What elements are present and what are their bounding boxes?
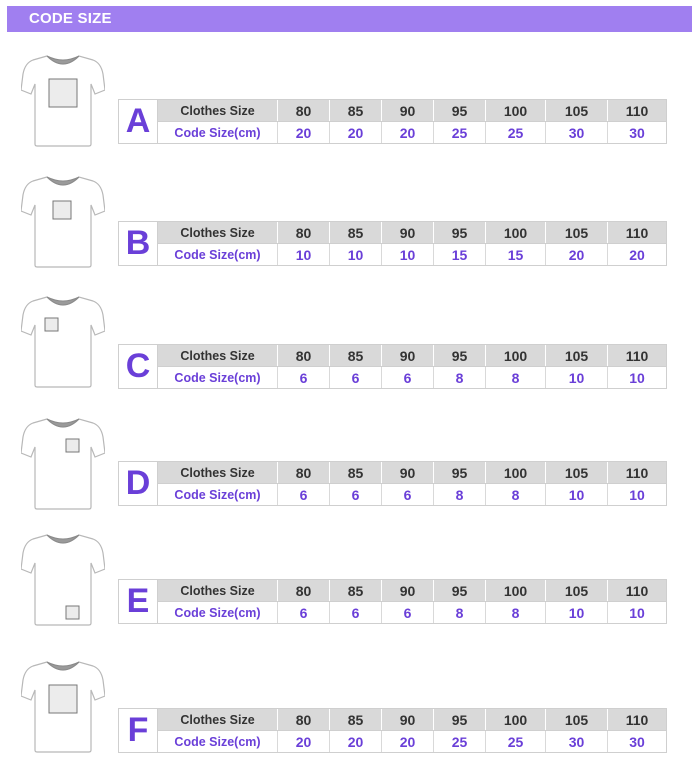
clothes-size-cell: 90 bbox=[382, 100, 434, 121]
clothes-size-cell: 95 bbox=[434, 222, 486, 243]
code-size-cell: 6 bbox=[330, 484, 382, 505]
tshirt-print-large-center-icon bbox=[21, 52, 105, 148]
code-size-cell: 25 bbox=[486, 122, 546, 143]
code-size-row bbox=[158, 602, 666, 623]
clothes-size-cell: 105 bbox=[546, 100, 608, 121]
section-letter: A bbox=[119, 100, 158, 143]
code-size-cell: 8 bbox=[434, 602, 486, 623]
clothes-size-label: Clothes Size bbox=[158, 709, 278, 730]
clothes-size-cell: 80 bbox=[278, 222, 330, 243]
header-bar bbox=[7, 6, 692, 32]
code-size-cell: 10 bbox=[608, 367, 666, 388]
clothes-size-label: Clothes Size bbox=[158, 100, 278, 121]
clothes-size-cell: 105 bbox=[546, 345, 608, 366]
clothes-size-cell: 95 bbox=[434, 100, 486, 121]
section-letter: B bbox=[119, 222, 158, 265]
code-size-cell: 8 bbox=[434, 484, 486, 505]
clothes-size-cell: 110 bbox=[608, 709, 666, 730]
code-size-cell: 10 bbox=[608, 484, 666, 505]
clothes-size-row bbox=[158, 222, 666, 243]
code-size-cell: 30 bbox=[608, 731, 666, 752]
code-size-cell: 20 bbox=[278, 731, 330, 752]
code-size-cell: 15 bbox=[486, 244, 546, 265]
clothes-size-cell: 100 bbox=[486, 222, 546, 243]
clothes-size-row bbox=[158, 100, 666, 121]
tshirt-print-large-center-icon bbox=[21, 658, 105, 754]
clothes-size-cell: 80 bbox=[278, 462, 330, 483]
tshirt-print-medium-center-icon bbox=[21, 173, 105, 269]
code-size-cell: 30 bbox=[546, 122, 608, 143]
code-size-cell: 6 bbox=[382, 484, 434, 505]
code-size-cell: 30 bbox=[546, 731, 608, 752]
code-size-row bbox=[158, 244, 666, 265]
clothes-size-cell: 85 bbox=[330, 709, 382, 730]
tshirt-print-small-bottom-right-icon bbox=[21, 531, 105, 627]
clothes-size-label: Clothes Size bbox=[158, 222, 278, 243]
clothes-size-cell: 90 bbox=[382, 345, 434, 366]
page-title: CODE SIZE bbox=[29, 10, 112, 27]
size-table-b bbox=[118, 221, 667, 266]
clothes-size-cell: 100 bbox=[486, 100, 546, 121]
code-size-label: Code Size(cm) bbox=[158, 122, 278, 143]
clothes-size-cell: 85 bbox=[330, 462, 382, 483]
clothes-size-cell: 110 bbox=[608, 222, 666, 243]
clothes-size-cell: 90 bbox=[382, 462, 434, 483]
clothes-size-cell: 95 bbox=[434, 345, 486, 366]
clothes-size-cell: 105 bbox=[546, 580, 608, 601]
clothes-size-cell: 110 bbox=[608, 580, 666, 601]
code-size-cell: 8 bbox=[486, 602, 546, 623]
code-size-cell: 6 bbox=[278, 367, 330, 388]
section-letter: F bbox=[119, 709, 158, 752]
clothes-size-cell: 105 bbox=[546, 222, 608, 243]
code-size-cell: 6 bbox=[330, 367, 382, 388]
code-size-cell: 20 bbox=[546, 244, 608, 265]
clothes-size-cell: 100 bbox=[486, 462, 546, 483]
code-size-cell: 20 bbox=[330, 122, 382, 143]
code-size-label: Code Size(cm) bbox=[158, 731, 278, 752]
size-table-a bbox=[118, 99, 667, 144]
clothes-size-cell: 80 bbox=[278, 580, 330, 601]
clothes-size-cell: 110 bbox=[608, 462, 666, 483]
code-size-cell: 8 bbox=[434, 367, 486, 388]
clothes-size-cell: 95 bbox=[434, 709, 486, 730]
clothes-size-row bbox=[158, 345, 666, 366]
code-size-cell: 10 bbox=[278, 244, 330, 265]
code-size-label: Code Size(cm) bbox=[158, 367, 278, 388]
clothes-size-cell: 110 bbox=[608, 100, 666, 121]
code-size-cell: 6 bbox=[278, 602, 330, 623]
code-size-cell: 15 bbox=[434, 244, 486, 265]
code-size-cell: 10 bbox=[546, 602, 608, 623]
clothes-size-row bbox=[158, 580, 666, 601]
code-size-cell: 25 bbox=[434, 122, 486, 143]
clothes-size-cell: 80 bbox=[278, 100, 330, 121]
clothes-size-cell: 105 bbox=[546, 462, 608, 483]
code-size-cell: 10 bbox=[546, 484, 608, 505]
code-size-row bbox=[158, 367, 666, 388]
clothes-size-label: Clothes Size bbox=[158, 345, 278, 366]
clothes-size-cell: 90 bbox=[382, 580, 434, 601]
code-size-cell: 10 bbox=[330, 244, 382, 265]
clothes-size-label: Clothes Size bbox=[158, 580, 278, 601]
clothes-size-cell: 110 bbox=[608, 345, 666, 366]
clothes-size-cell: 90 bbox=[382, 222, 434, 243]
clothes-size-row bbox=[158, 709, 666, 730]
code-size-cell: 6 bbox=[330, 602, 382, 623]
clothes-size-cell: 95 bbox=[434, 580, 486, 601]
clothes-size-cell: 80 bbox=[278, 709, 330, 730]
code-size-label: Code Size(cm) bbox=[158, 244, 278, 265]
code-size-cell: 8 bbox=[486, 484, 546, 505]
size-table-d bbox=[118, 461, 667, 506]
clothes-size-cell: 85 bbox=[330, 222, 382, 243]
clothes-size-cell: 85 bbox=[330, 580, 382, 601]
code-size-label: Code Size(cm) bbox=[158, 602, 278, 623]
section-letter: C bbox=[119, 345, 158, 388]
clothes-size-cell: 85 bbox=[330, 100, 382, 121]
clothes-size-cell: 90 bbox=[382, 709, 434, 730]
clothes-size-label: Clothes Size bbox=[158, 462, 278, 483]
code-size-row bbox=[158, 484, 666, 505]
clothes-size-cell: 80 bbox=[278, 345, 330, 366]
code-size-cell: 25 bbox=[486, 731, 546, 752]
size-table-e bbox=[118, 579, 667, 624]
clothes-size-cell: 95 bbox=[434, 462, 486, 483]
clothes-size-cell: 105 bbox=[546, 709, 608, 730]
code-size-cell: 20 bbox=[330, 731, 382, 752]
code-size-cell: 20 bbox=[382, 731, 434, 752]
clothes-size-cell: 100 bbox=[486, 345, 546, 366]
size-table-c bbox=[118, 344, 667, 389]
section-letter: E bbox=[119, 580, 158, 623]
clothes-size-cell: 100 bbox=[486, 709, 546, 730]
code-size-cell: 6 bbox=[382, 367, 434, 388]
code-size-cell: 10 bbox=[382, 244, 434, 265]
code-size-cell: 8 bbox=[486, 367, 546, 388]
code-size-row bbox=[158, 731, 666, 752]
tshirt-print-small-left-chest-icon bbox=[21, 293, 105, 389]
code-size-cell: 20 bbox=[382, 122, 434, 143]
clothes-size-row bbox=[158, 462, 666, 483]
code-size-cell: 20 bbox=[608, 244, 666, 265]
clothes-size-cell: 100 bbox=[486, 580, 546, 601]
code-size-cell: 25 bbox=[434, 731, 486, 752]
code-size-cell: 6 bbox=[382, 602, 434, 623]
code-size-cell: 20 bbox=[278, 122, 330, 143]
code-size-cell: 10 bbox=[608, 602, 666, 623]
code-size-cell: 30 bbox=[608, 122, 666, 143]
code-size-cell: 6 bbox=[278, 484, 330, 505]
code-size-row bbox=[158, 122, 666, 143]
section-letter: D bbox=[119, 462, 158, 505]
code-size-label: Code Size(cm) bbox=[158, 484, 278, 505]
size-table-f bbox=[118, 708, 667, 753]
clothes-size-cell: 85 bbox=[330, 345, 382, 366]
code-size-cell: 10 bbox=[546, 367, 608, 388]
tshirt-print-small-right-chest-icon bbox=[21, 415, 105, 511]
